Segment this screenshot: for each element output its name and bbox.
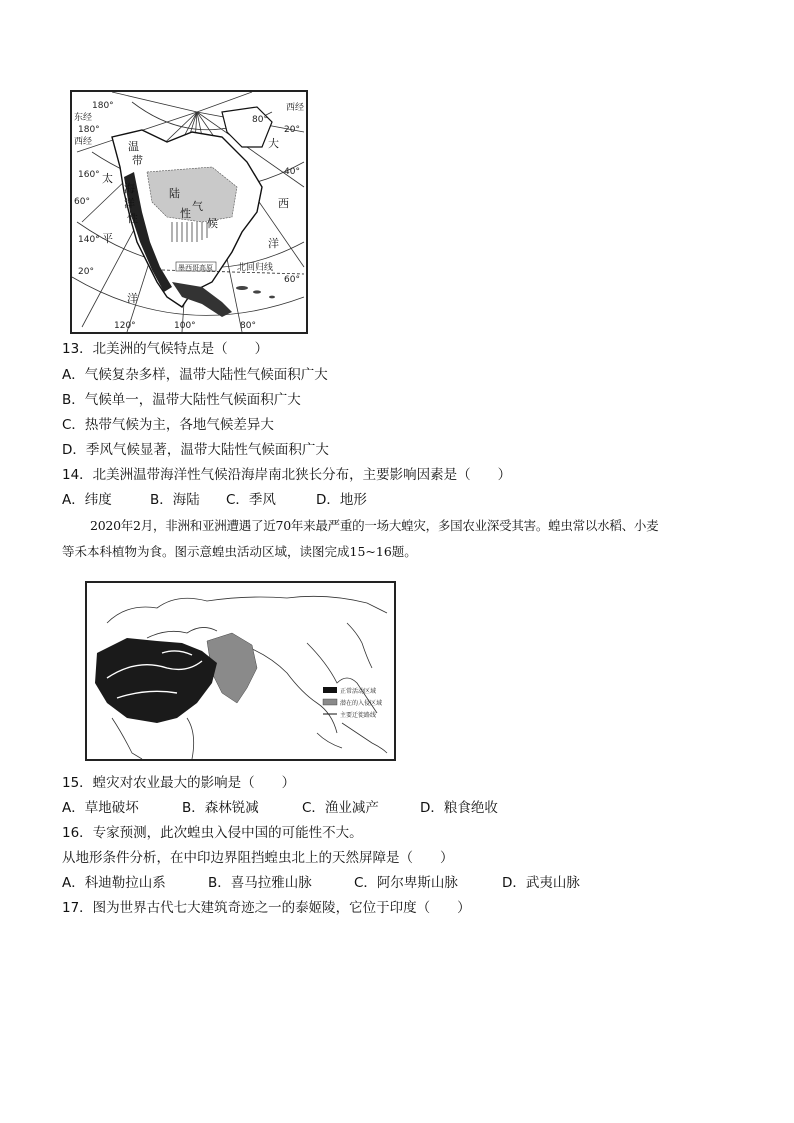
lon-label: 140° [78,235,100,245]
lat-label: 20° [78,267,94,277]
caribbean-islands [236,286,275,298]
hemisphere-label: 西经 [286,103,305,113]
question-14-option-d[interactable]: D．地形 [316,492,367,508]
question-13-option-c[interactable]: C．热带气候为主，各地气候差异大 [62,417,274,433]
question-14-option-b[interactable]: B．海陆 [150,492,200,508]
ocean-char: 大 [268,137,279,150]
question-14-option-c[interactable]: C．季风 [226,492,276,508]
question-14-options [62,491,367,509]
tropic-label: 北回归线 [237,263,274,273]
passage-line-2: 等禾本科植物为食。图示意蝗虫活动区域，读图完成15~16题。 [62,544,417,559]
lon-label: 160° [78,170,100,180]
question-15-option-d[interactable]: D．粮食绝收 [420,800,498,816]
region-char: 性 [180,207,191,220]
lon-label: 60° [284,275,300,285]
region-char: 气 [192,200,203,213]
greenland-shape [222,107,272,147]
lon-label: 80° [240,321,256,331]
lon-label: 120° [114,321,136,331]
legend-text: 潜在的入侵区域 [340,700,383,707]
question-16-option-a[interactable]: A．科迪勒拉山系 [62,875,166,891]
question-14-stem: 14．北美洲温带海洋性气候沿海岸南北狭长分布，主要影响因素是（ ） [62,467,512,483]
question-15-stem: 15．蝗灾对农业最大的影响是（ ） [62,775,296,791]
question-13-stem: 13．北美洲的气候特点是（ ） [62,341,269,357]
question-17-stem: 17．图为世界古代七大建筑奇迹之一的泰姬陵，它位于印度（ ） [62,900,471,916]
legend-swatch-potential [323,699,337,705]
question-15-option-c[interactable]: C．渔业减产 [302,800,379,816]
plateau-label: 墨西哥高原 [178,264,213,272]
ocean-char: 太 [102,172,113,185]
question-16-options [62,874,580,892]
ocean-char: 洋 [268,237,279,250]
normal-activity-area [95,638,217,723]
lon-label: 20° [284,125,300,135]
question-15-option-a[interactable]: A．草地破坏 [62,800,139,816]
question-16-option-d[interactable]: D．武夷山脉 [502,875,580,891]
ocean-char: 洋 [127,292,138,305]
region-char: 候 [207,217,218,230]
region-char: 温 [128,140,139,153]
lat-label: 60° [74,197,90,207]
map-legend [323,687,382,719]
region-char: 陆 [169,187,180,200]
question-13-option-b[interactable]: B．气候单一，温带大陆性气候面积广大 [62,392,301,408]
africa-lower-outline [112,718,194,759]
question-15-options [62,799,498,817]
region-char: 洋 [124,197,135,210]
ocean-char: 平 [102,232,113,245]
locust-map-drawing [87,583,394,759]
legend-text: 正常活动区域 [340,688,377,695]
lon-label: 180° [78,125,100,135]
region-char: 海 [124,182,135,195]
north-america-climate-map [70,90,308,334]
hemisphere-label: 西经 [74,137,93,147]
lon-label: 40° [284,167,300,177]
lat-label: 80° [252,115,268,125]
region-char: 带 [132,154,143,167]
question-15-option-b[interactable]: B．森林锐减 [182,800,259,816]
question-16-option-c[interactable]: C．阿尔卑斯山脉 [354,875,458,891]
passage-line-1: 2020年2月，非洲和亚洲遭遇了近70年来最严重的一场大蝗灾，多国农业深受其害。蝗虫常以水稻、小麦 [90,518,659,533]
question-14-option-a[interactable]: A．纬度 [62,492,112,508]
north-america-map-drawing [72,92,306,332]
question-16-option-b[interactable]: B．喜马拉雅山脉 [208,875,312,891]
question-16-stem: 16．专家预测，此次蝗虫入侵中国的可能性不大。 [62,825,363,841]
hemisphere-label: 东经 [74,113,93,123]
question-13-option-a[interactable]: A．气候复杂多样，温带大陆性气候面积广大 [62,367,328,383]
legend-swatch-normal [323,687,337,693]
ocean-char: 西 [278,197,289,210]
locust-activity-map [85,581,396,761]
legend-text: 主要迁徙路线 [340,712,377,719]
lon-label: 180° [92,101,114,111]
region-char: 性 [127,212,138,225]
passage [62,513,734,565]
lon-label: 100° [174,321,196,331]
question-13-option-d[interactable]: D．季风气候显著，温带大陆性气候面积广大 [62,442,329,458]
question-16-stem-2: 从地形条件分析，在中印边界阻挡蝗虫北上的天然屏障是（ ） [62,850,454,866]
